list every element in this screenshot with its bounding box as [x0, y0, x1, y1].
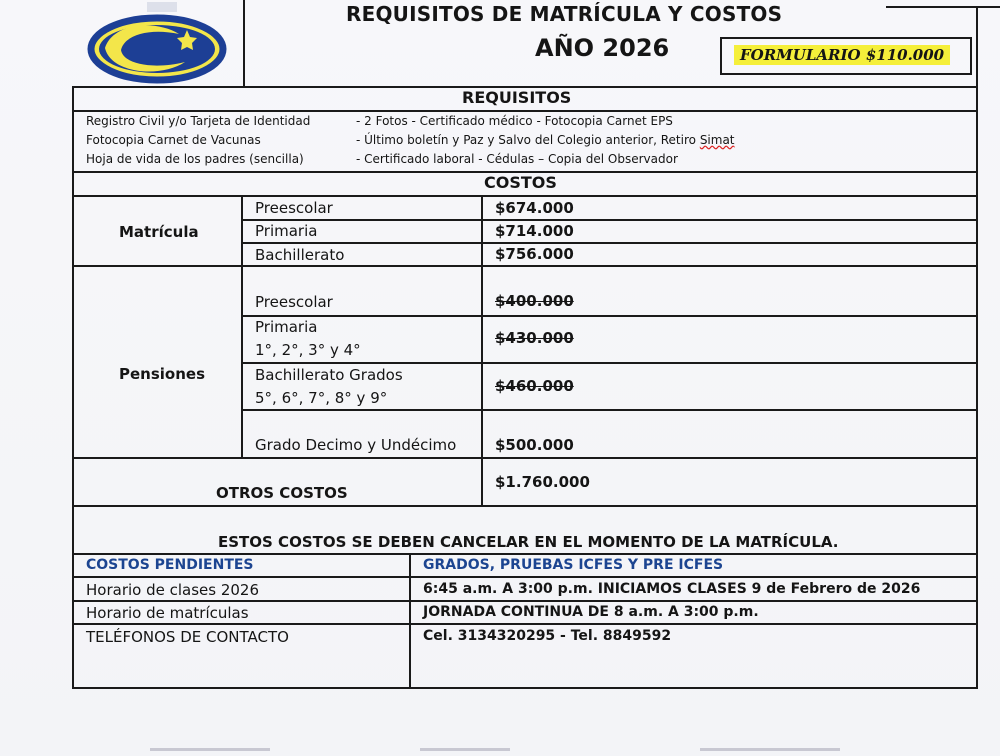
horario-matriculas-label: Horario de matrículas	[86, 604, 249, 622]
pensiones-label: Pensiones	[119, 365, 206, 383]
matricula-level-1: Preescolar	[255, 199, 333, 217]
pension-sub-3: 5°, 6°, 7°, 8° y 9°	[255, 389, 388, 407]
matricula-price-3: $756.000	[495, 245, 574, 263]
requisitos-heading: REQUISITOS	[462, 88, 572, 107]
requisito-right-2-text: - Último boletín y Paz y Salvo del Colegio anterior, Retiro	[356, 133, 696, 147]
requisito-right-2-simat: Simat	[699, 133, 735, 147]
pension-level-2: Primaria	[255, 318, 318, 336]
pension-price-2: $430.000	[495, 329, 574, 347]
pension-sub-2: 1°, 2°, 3° y 4°	[255, 341, 361, 359]
matricula-price-1: $674.000	[495, 199, 574, 217]
horario-clases-label: Horario de clases 2026	[86, 581, 260, 599]
matricula-level-3: Bachillerato	[255, 246, 345, 264]
otros-costos-label: OTROS COSTOS	[216, 484, 348, 502]
pension-price-1: $400.000	[495, 292, 574, 310]
year-title: AÑO 2026	[535, 34, 670, 62]
requisito-left-3: Hoja de vida de los padres (sencilla)	[86, 152, 304, 166]
scan-artifact	[420, 748, 510, 751]
requisito-left-1: Registro Civil y/o Tarjeta de Identidad	[86, 114, 311, 128]
matricula-level-2: Primaria	[255, 222, 318, 240]
scan-artifact	[700, 748, 840, 751]
school-logo	[75, 0, 243, 86]
requisito-right-3: - Certificado laboral - Cédulas – Copia del Observador	[356, 152, 678, 166]
pension-price-3: $460.000	[495, 377, 574, 395]
telefonos-value: Cel. 3134320295 - Tel. 8849592	[423, 628, 672, 644]
requisito-right-2	[356, 133, 735, 147]
pension-level-1: Preescolar	[255, 293, 333, 311]
payment-notice: ESTOS COSTOS SE DEBEN CANCELAR EN EL MOMENTO DE LA MATRÍCULA.	[218, 533, 839, 551]
costos-heading: COSTOS	[484, 173, 557, 192]
matricula-price-2: $714.000	[495, 222, 574, 240]
formulario-price: FORMULARIO $110.000	[734, 45, 950, 65]
requisito-left-2: Fotocopia Carnet de Vacunas	[86, 133, 261, 147]
telefonos-label: TELÉFONOS DE CONTACTO	[86, 628, 289, 646]
scan-artifact	[150, 748, 270, 751]
horario-clases-value: 6:45 a.m. A 3:00 p.m. INICIAMOS CLASES 9 de Febrero de 2026	[423, 581, 921, 597]
costos-pendientes-label: COSTOS PENDIENTES	[86, 557, 254, 573]
pension-level-3: Bachillerato Grados	[255, 366, 403, 384]
page-title: REQUISITOS DE MATRÍCULA Y COSTOS	[346, 2, 783, 26]
formulario-price-box	[720, 37, 972, 75]
requisito-right-1: - 2 Fotos - Certificado médico - Fotocopia Carnet EPS	[356, 114, 673, 128]
pension-price-4: $500.000	[495, 436, 574, 454]
costos-pendientes-value: GRADOS, PRUEBAS ICFES Y PRE ICFES	[423, 557, 724, 573]
matricula-label: Matrícula	[119, 223, 199, 241]
horario-matriculas-value: JORNADA CONTINUA DE 8 a.m. A 3:00 p.m.	[423, 604, 759, 620]
otros-costos-price: $1.760.000	[495, 473, 590, 491]
pension-level-4: Grado Decimo y Undécimo	[255, 436, 457, 454]
